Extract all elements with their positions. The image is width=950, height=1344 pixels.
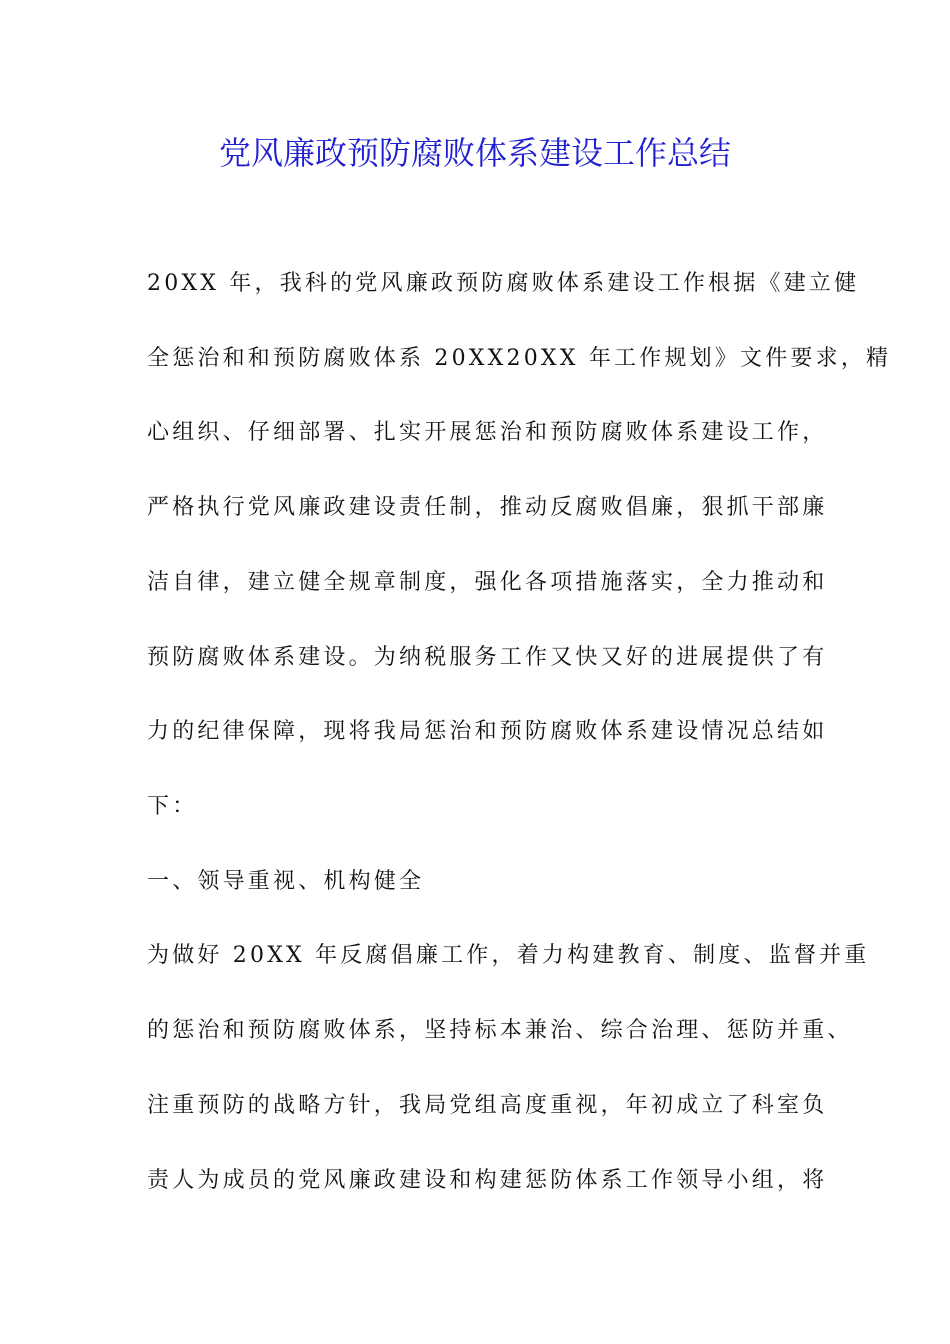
- body-line: 20XX 年，我科的党风廉政预防腐败体系建设工作根据《建立健: [147, 271, 860, 296]
- body-line: 力的纪律保障，现将我局惩治和预防腐败体系建设情况总结如: [147, 719, 828, 744]
- body-line: 责人为成员的党风廉政建设和构建惩防体系工作领导小组，将: [147, 1168, 828, 1193]
- body-line: 注重预防的战略方针，我局党组高度重视，年初成立了科室负: [147, 1093, 828, 1118]
- body-line: 下：: [147, 794, 198, 819]
- body-line: 全惩治和和预防腐败体系 20XX20XX 年工作规划》文件要求，精: [147, 346, 892, 371]
- body-line: 的惩治和预防腐败体系，坚持标本兼治、综合治理、惩防并重、: [147, 1018, 853, 1043]
- body-line: 严格执行党风廉政建设责任制，推动反腐败倡廉，狠抓干部廉: [147, 495, 828, 520]
- section-heading: 一、领导重视、机构健全: [147, 869, 425, 894]
- document-title: 党风廉政预防腐败体系建设工作总结: [218, 134, 731, 172]
- body-line: 为做好 20XX 年反腐倡廉工作，着力构建教育、制度、监督并重: [147, 943, 870, 968]
- body-line: 预防腐败体系建设。为纳税服务工作又快又好的进展提供了有: [147, 645, 828, 670]
- body-line: 洁自律，建立健全规章制度，强化各项措施落实，全力推动和: [147, 570, 828, 595]
- body-line: 心组织、仔细部署、扎实开展惩治和预防腐败体系建设工作，: [147, 420, 828, 445]
